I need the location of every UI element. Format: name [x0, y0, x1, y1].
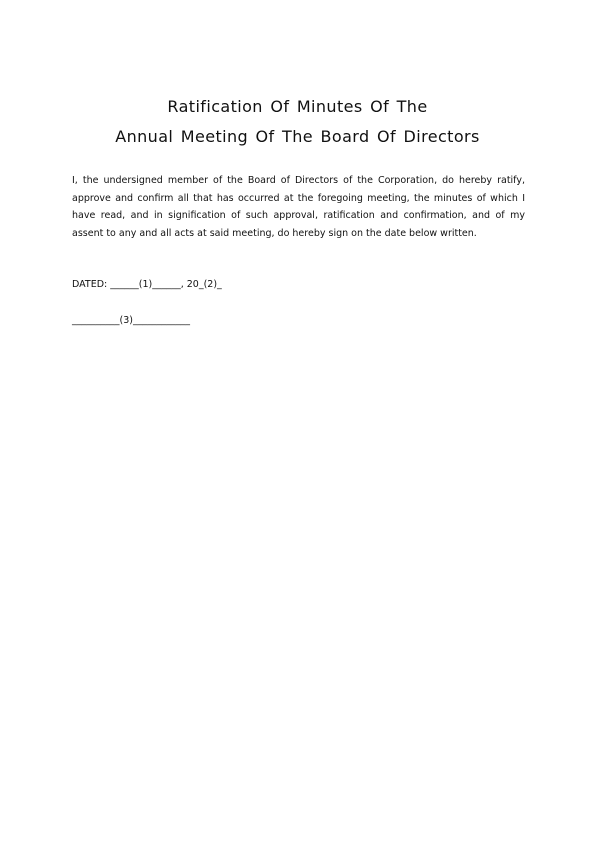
document-title-line-2: Annual Meeting Of The Board Of Directors	[115, 127, 480, 146]
ratification-statement: I, the undersigned member of the Board of Directors of the Corporation, do hereby ratify, approve and confirm all that has occurred at the foregoing meeting, the minutes of which I have read, and in signification of such approval, ratification and confirmation, and of my assent to any and all acts at said meeting, do hereby sign on the date below written.	[72, 175, 525, 239]
dated-line: DATED: ______(1)______, 20_(2)_	[72, 279, 222, 290]
document-title-line-1: Ratification Of Minutes Of The	[167, 97, 428, 116]
signature-line: __________(3)____________	[72, 315, 190, 326]
